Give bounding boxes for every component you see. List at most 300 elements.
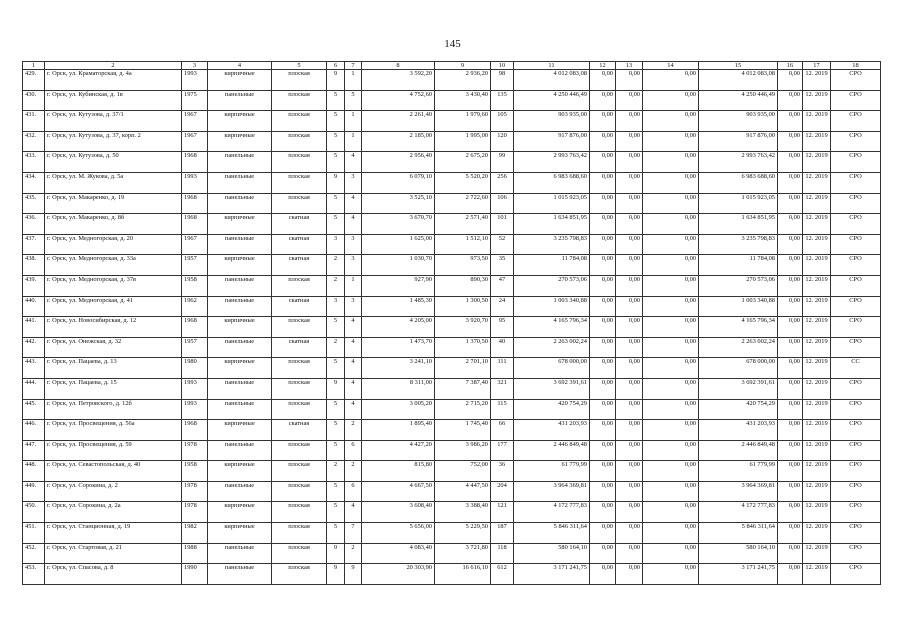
cell-living-area: 4 447,50: [435, 481, 491, 502]
table-row: [23, 481, 881, 502]
cell-roof-type: плоская: [272, 543, 327, 564]
cell-entrances: 4: [345, 193, 362, 214]
cell-address: г. Орск, ул. Петровского, д. 12б: [45, 399, 182, 420]
cell-residents: 115: [491, 399, 514, 420]
cell-roof-type: плоская: [272, 193, 327, 214]
cell-other-funds: 0,00: [778, 420, 803, 441]
cell-row-number: 429.: [23, 70, 45, 91]
cell-row-number: 434.: [23, 172, 45, 193]
cell-entrances: 4: [345, 214, 362, 235]
cell-fund-capital-repair: 0,00: [590, 440, 616, 461]
cell-other-funds: 0,00: [778, 564, 803, 585]
cell-year-built: 1957: [182, 337, 208, 358]
cell-entrances: 1: [345, 111, 362, 132]
cell-floors: 3: [327, 296, 345, 317]
cell-regional-budget: 0,00: [616, 337, 643, 358]
cell-entrances: 2: [345, 420, 362, 441]
cell-planned-date: 12. 2019: [803, 296, 831, 317]
cell-year-built: 1982: [182, 523, 208, 544]
cell-fund-capital-repair: 0,00: [590, 461, 616, 482]
cell-repair-method: СРО: [831, 502, 881, 523]
cell-fund-capital-repair: 0,00: [590, 234, 616, 255]
cell-year-built: 1967: [182, 131, 208, 152]
cell-roof-type: плоская: [272, 317, 327, 338]
cell-local-budget: 0,00: [643, 523, 699, 544]
cell-floors: 9: [327, 70, 345, 91]
cell-local-budget: 0,00: [643, 358, 699, 379]
cell-year-built: 1993: [182, 172, 208, 193]
cell-year-built: 1967: [182, 111, 208, 132]
cell-other-funds: 0,00: [778, 255, 803, 276]
cell-repair-method: СС: [831, 358, 881, 379]
cell-wall-material: панельные: [208, 564, 272, 585]
cell-living-area: 2 571,40: [435, 214, 491, 235]
cell-owners-funds: 1 015 923,05: [699, 193, 778, 214]
cell-local-budget: 0,00: [643, 461, 699, 482]
table-row: [23, 564, 881, 585]
cell-entrances: 4: [345, 502, 362, 523]
cell-roof-type: плоская: [272, 131, 327, 152]
cell-residents: 24: [491, 296, 514, 317]
cell-living-area: 1 370,50: [435, 337, 491, 358]
cell-planned-date: 12. 2019: [803, 214, 831, 235]
cell-total-area: 4 752,60: [362, 90, 435, 111]
cell-other-funds: 0,00: [778, 70, 803, 91]
cell-owners-funds: 11 784,08: [699, 255, 778, 276]
cell-total-area: 2 185,00: [362, 131, 435, 152]
cell-other-funds: 0,00: [778, 543, 803, 564]
cell-owners-funds: 4 250 446,49: [699, 90, 778, 111]
cell-residents: 118: [491, 543, 514, 564]
cell-entrances: 7: [345, 523, 362, 544]
cell-repair-method: СРО: [831, 111, 881, 132]
cell-floors: 3: [327, 234, 345, 255]
cell-total-cost: 5 846 311,64: [514, 523, 590, 544]
cell-address: г. Орск, ул. Онежская, д. 32: [45, 337, 182, 358]
cell-other-funds: 0,00: [778, 523, 803, 544]
cell-address: г. Орск, ул. Пацаева, д. 15: [45, 378, 182, 399]
cell-address: г. Орск, ул. Кутузова, д. 37, корп. 2: [45, 131, 182, 152]
cell-address: г. Орск, ул. Медногорская, д. 20: [45, 234, 182, 255]
cell-living-area: 5 520,20: [435, 172, 491, 193]
cell-fund-capital-repair: 0,00: [590, 152, 616, 173]
cell-address: г. Орск, ул. Сорокина, д. 2: [45, 481, 182, 502]
cell-owners-funds: 3 235 798,83: [699, 234, 778, 255]
cell-owners-funds: 420 754,29: [699, 399, 778, 420]
cell-fund-capital-repair: 0,00: [590, 70, 616, 91]
cell-planned-date: 12. 2019: [803, 543, 831, 564]
cell-regional-budget: 0,00: [616, 172, 643, 193]
cell-address: г. Орск, ул. Медногорская, д. 37в: [45, 275, 182, 296]
cell-regional-budget: 0,00: [616, 481, 643, 502]
cell-row-number: 452.: [23, 543, 45, 564]
cell-total-area: 3 592,20: [362, 70, 435, 91]
cell-living-area: 3 430,40: [435, 90, 491, 111]
cell-row-number: 430.: [23, 90, 45, 111]
cell-year-built: 1993: [182, 70, 208, 91]
cell-planned-date: 12. 2019: [803, 337, 831, 358]
cell-address: г. Орск, ул. Севастопольская, д. 40: [45, 461, 182, 482]
cell-floors: 5: [327, 399, 345, 420]
cell-local-budget: 0,00: [643, 214, 699, 235]
cell-local-budget: 0,00: [643, 564, 699, 585]
cell-local-budget: 0,00: [643, 70, 699, 91]
cell-year-built: 1968: [182, 317, 208, 338]
cell-living-area: 1 300,50: [435, 296, 491, 317]
cell-row-number: 447.: [23, 440, 45, 461]
cell-total-cost: 917 876,00: [514, 131, 590, 152]
cell-regional-budget: 0,00: [616, 543, 643, 564]
table-row: [23, 461, 881, 482]
cell-other-funds: 0,00: [778, 275, 803, 296]
cell-regional-budget: 0,00: [616, 420, 643, 441]
table-row: [23, 543, 881, 564]
cell-row-number: 435.: [23, 193, 45, 214]
cell-floors: 9: [327, 378, 345, 399]
cell-owners-funds: 1 634 851,95: [699, 214, 778, 235]
cell-other-funds: 0,00: [778, 152, 803, 173]
cell-floors: 5: [327, 523, 345, 544]
cell-regional-budget: 0,00: [616, 275, 643, 296]
cell-total-cost: 431 203,93: [514, 420, 590, 441]
cell-roof-type: плоская: [272, 172, 327, 193]
cell-roof-type: плоская: [272, 378, 327, 399]
cell-wall-material: кирпичные: [208, 111, 272, 132]
cell-roof-type: плоская: [272, 502, 327, 523]
cell-repair-method: СРО: [831, 523, 881, 544]
cell-residents: 121: [491, 502, 514, 523]
cell-planned-date: 12. 2019: [803, 399, 831, 420]
column-number-7: 7: [345, 62, 362, 70]
cell-owners-funds: 1 003 340,88: [699, 296, 778, 317]
cell-address: г. Орск, ул. Кубинская, д. 1в: [45, 90, 182, 111]
cell-residents: 35: [491, 255, 514, 276]
cell-local-budget: 0,00: [643, 111, 699, 132]
cell-year-built: 1968: [182, 420, 208, 441]
cell-row-number: 431.: [23, 111, 45, 132]
cell-row-number: 438.: [23, 255, 45, 276]
table-row: [23, 378, 881, 399]
cell-planned-date: 12. 2019: [803, 440, 831, 461]
cell-regional-budget: 0,00: [616, 378, 643, 399]
cell-local-budget: 0,00: [643, 234, 699, 255]
cell-wall-material: панельные: [208, 296, 272, 317]
cell-living-area: 973,50: [435, 255, 491, 276]
cell-fund-capital-repair: 0,00: [590, 193, 616, 214]
cell-living-area: 1 979,60: [435, 111, 491, 132]
cell-other-funds: 0,00: [778, 399, 803, 420]
cell-regional-budget: 0,00: [616, 234, 643, 255]
cell-fund-capital-repair: 0,00: [590, 131, 616, 152]
column-number-5: 5: [272, 62, 327, 70]
cell-local-budget: 0,00: [643, 317, 699, 338]
cell-floors: 5: [327, 90, 345, 111]
cell-address: г. Орск, ул. Макаренко, д. 8б: [45, 214, 182, 235]
cell-floors: 5: [327, 420, 345, 441]
cell-roof-type: плоская: [272, 564, 327, 585]
cell-owners-funds: 580 164,10: [699, 543, 778, 564]
cell-residents: 612: [491, 564, 514, 585]
cell-year-built: 1990: [182, 564, 208, 585]
cell-planned-date: 12. 2019: [803, 502, 831, 523]
table-row: [23, 337, 881, 358]
page-number: 145: [444, 38, 461, 50]
cell-year-built: 1958: [182, 461, 208, 482]
cell-roof-type: плоская: [272, 70, 327, 91]
cell-entrances: 4: [345, 152, 362, 173]
cell-owners-funds: 2 993 763,42: [699, 152, 778, 173]
cell-regional-budget: 0,00: [616, 399, 643, 420]
cell-residents: 101: [491, 214, 514, 235]
cell-wall-material: панельные: [208, 481, 272, 502]
cell-total-cost: 61 779,99: [514, 461, 590, 482]
cell-floors: 5: [327, 152, 345, 173]
cell-floors: 2: [327, 275, 345, 296]
cell-entrances: 1: [345, 70, 362, 91]
cell-repair-method: СРО: [831, 70, 881, 91]
cell-total-area: 2 956,40: [362, 152, 435, 173]
cell-other-funds: 0,00: [778, 193, 803, 214]
cell-fund-capital-repair: 0,00: [590, 255, 616, 276]
cell-total-cost: 4 250 446,49: [514, 90, 590, 111]
cell-local-budget: 0,00: [643, 255, 699, 276]
cell-roof-type: плоская: [272, 152, 327, 173]
cell-repair-method: СРО: [831, 440, 881, 461]
cell-entrances: 2: [345, 543, 362, 564]
cell-wall-material: панельные: [208, 378, 272, 399]
cell-wall-material: кирпичные: [208, 214, 272, 235]
cell-floors: 2: [327, 255, 345, 276]
cell-repair-method: СРО: [831, 481, 881, 502]
cell-total-cost: 580 164,10: [514, 543, 590, 564]
cell-wall-material: панельные: [208, 399, 272, 420]
cell-year-built: 1978: [182, 440, 208, 461]
cell-total-area: 4 667,50: [362, 481, 435, 502]
cell-planned-date: 12. 2019: [803, 255, 831, 276]
cell-total-area: 2 261,40: [362, 111, 435, 132]
cell-floors: 9: [327, 564, 345, 585]
cell-planned-date: 12. 2019: [803, 461, 831, 482]
cell-entrances: 5: [345, 90, 362, 111]
cell-total-cost: 903 935,00: [514, 111, 590, 132]
cell-total-cost: 3 171 241,75: [514, 564, 590, 585]
cell-living-area: 2 715,20: [435, 399, 491, 420]
cell-roof-type: скатная: [272, 255, 327, 276]
cell-planned-date: 12. 2019: [803, 523, 831, 544]
cell-row-number: 441.: [23, 317, 45, 338]
cell-owners-funds: 3 692 391,61: [699, 378, 778, 399]
cell-local-budget: 0,00: [643, 193, 699, 214]
cell-row-number: 453.: [23, 564, 45, 585]
cell-address: г. Орск, ул. Просвещения, д. 56а: [45, 420, 182, 441]
cell-address: г. Орск, ул. Пацаева, д. 13: [45, 358, 182, 379]
cell-owners-funds: 917 876,00: [699, 131, 778, 152]
cell-planned-date: 12. 2019: [803, 378, 831, 399]
cell-year-built: 1968: [182, 152, 208, 173]
cell-year-built: 1978: [182, 481, 208, 502]
cell-living-area: 7 387,40: [435, 378, 491, 399]
cell-roof-type: плоская: [272, 461, 327, 482]
cell-roof-type: плоская: [272, 358, 327, 379]
cell-row-number: 450.: [23, 502, 45, 523]
cell-planned-date: 12. 2019: [803, 193, 831, 214]
cell-repair-method: СРО: [831, 337, 881, 358]
cell-other-funds: 0,00: [778, 440, 803, 461]
cell-total-area: 5 656,00: [362, 523, 435, 544]
cell-living-area: 3 721,80: [435, 543, 491, 564]
cell-entrances: 4: [345, 317, 362, 338]
cell-living-area: 16 616,10: [435, 564, 491, 585]
cell-total-area: 927,90: [362, 275, 435, 296]
cell-total-cost: 3 692 391,61: [514, 378, 590, 399]
cell-fund-capital-repair: 0,00: [590, 337, 616, 358]
cell-entrances: 1: [345, 275, 362, 296]
cell-owners-funds: 4 012 083,08: [699, 70, 778, 91]
cell-roof-type: плоская: [272, 440, 327, 461]
cell-address: г. Орск, ул. М. Жукова, д. 5а: [45, 172, 182, 193]
cell-fund-capital-repair: 0,00: [590, 214, 616, 235]
cell-owners-funds: 4 165 796,34: [699, 317, 778, 338]
cell-row-number: 444.: [23, 378, 45, 399]
cell-address: г. Орск, ул. Станционная, д. 19: [45, 523, 182, 544]
cell-address: г. Орск, ул. Спасова, д. 8: [45, 564, 182, 585]
cell-repair-method: СРО: [831, 564, 881, 585]
cell-total-area: 1 030,70: [362, 255, 435, 276]
cell-total-area: 3 608,40: [362, 502, 435, 523]
cell-roof-type: плоская: [272, 399, 327, 420]
cell-planned-date: 12. 2019: [803, 420, 831, 441]
column-number-9: 9: [435, 62, 491, 70]
cell-year-built: 1978: [182, 502, 208, 523]
cell-roof-type: плоская: [272, 111, 327, 132]
cell-roof-type: скатная: [272, 420, 327, 441]
cell-row-number: 442.: [23, 337, 45, 358]
cell-total-cost: 4 165 796,34: [514, 317, 590, 338]
cell-local-budget: 0,00: [643, 543, 699, 564]
cell-total-area: 4 427,20: [362, 440, 435, 461]
cell-row-number: 451.: [23, 523, 45, 544]
cell-regional-budget: 0,00: [616, 90, 643, 111]
cell-address: г. Орск, ул. Кутузова, д. 37/1: [45, 111, 182, 132]
cell-local-budget: 0,00: [643, 90, 699, 111]
column-number-6: 6: [327, 62, 345, 70]
cell-repair-method: СРО: [831, 131, 881, 152]
cell-fund-capital-repair: 0,00: [590, 358, 616, 379]
cell-residents: 47: [491, 275, 514, 296]
cell-fund-capital-repair: 0,00: [590, 90, 616, 111]
cell-wall-material: панельные: [208, 543, 272, 564]
column-number-2: 2: [45, 62, 182, 70]
cell-year-built: 1993: [182, 399, 208, 420]
cell-row-number: 449.: [23, 481, 45, 502]
cell-living-area: 3 920,70: [435, 317, 491, 338]
cell-total-area: 1 473,70: [362, 337, 435, 358]
cell-planned-date: 12. 2019: [803, 70, 831, 91]
cell-owners-funds: 6 983 688,60: [699, 172, 778, 193]
cell-residents: 187: [491, 523, 514, 544]
cell-local-budget: 0,00: [643, 131, 699, 152]
cell-wall-material: кирпичные: [208, 420, 272, 441]
cell-floors: 9: [327, 172, 345, 193]
cell-owners-funds: 5 846 311,64: [699, 523, 778, 544]
cell-fund-capital-repair: 0,00: [590, 543, 616, 564]
cell-address: г. Орск, ул. Макаренко, д. 19: [45, 193, 182, 214]
cell-owners-funds: 61 779,99: [699, 461, 778, 482]
cell-address: г. Орск, ул. Медногорская, д. 41: [45, 296, 182, 317]
cell-total-cost: 2 263 002,24: [514, 337, 590, 358]
cell-repair-method: СРО: [831, 296, 881, 317]
cell-owners-funds: 2 263 002,24: [699, 337, 778, 358]
table-row: [23, 255, 881, 276]
cell-regional-budget: 0,00: [616, 70, 643, 91]
table-row: [23, 296, 881, 317]
column-number-4: 4: [208, 62, 272, 70]
column-number-17: 17: [803, 62, 831, 70]
cell-entrances: 6: [345, 481, 362, 502]
cell-repair-method: СРО: [831, 461, 881, 482]
cell-regional-budget: 0,00: [616, 296, 643, 317]
cell-repair-method: СРО: [831, 420, 881, 441]
cell-other-funds: 0,00: [778, 296, 803, 317]
cell-row-number: 443.: [23, 358, 45, 379]
cell-living-area: 890,30: [435, 275, 491, 296]
cell-regional-budget: 0,00: [616, 317, 643, 338]
cell-address: г. Орск, ул. Медногорская, д. 33а: [45, 255, 182, 276]
cell-local-budget: 0,00: [643, 420, 699, 441]
cell-planned-date: 12. 2019: [803, 358, 831, 379]
cell-repair-method: СРО: [831, 90, 881, 111]
cell-living-area: 3 986,20: [435, 440, 491, 461]
cell-residents: 256: [491, 172, 514, 193]
table-row: [23, 214, 881, 235]
cell-planned-date: 12. 2019: [803, 90, 831, 111]
cell-floors: 5: [327, 193, 345, 214]
cell-roof-type: скатная: [272, 234, 327, 255]
cell-local-budget: 0,00: [643, 440, 699, 461]
cell-planned-date: 12. 2019: [803, 172, 831, 193]
cell-residents: 177: [491, 440, 514, 461]
cell-total-area: 815,80: [362, 461, 435, 482]
cell-year-built: 1975: [182, 90, 208, 111]
cell-roof-type: скатная: [272, 214, 327, 235]
column-number-10: 10: [491, 62, 514, 70]
cell-row-number: 439.: [23, 275, 45, 296]
cell-owners-funds: 903 935,00: [699, 111, 778, 132]
cell-fund-capital-repair: 0,00: [590, 502, 616, 523]
cell-year-built: 1958: [182, 275, 208, 296]
column-number-1: 1: [23, 62, 45, 70]
cell-planned-date: 12. 2019: [803, 131, 831, 152]
cell-total-area: 3 005,20: [362, 399, 435, 420]
cell-total-cost: 2 993 763,42: [514, 152, 590, 173]
cell-wall-material: кирпичные: [208, 461, 272, 482]
table-row: [23, 111, 881, 132]
cell-residents: 95: [491, 317, 514, 338]
table-row: [23, 152, 881, 173]
column-number-14: 14: [643, 62, 699, 70]
cell-total-area: 1 485,30: [362, 296, 435, 317]
cell-regional-budget: 0,00: [616, 255, 643, 276]
table-row: [23, 131, 881, 152]
cell-fund-capital-repair: 0,00: [590, 564, 616, 585]
cell-entrances: 9: [345, 564, 362, 585]
column-number-8: 8: [362, 62, 435, 70]
cell-total-area: 8 311,00: [362, 378, 435, 399]
table-row: [23, 172, 881, 193]
cell-residents: 106: [491, 193, 514, 214]
cell-repair-method: СРО: [831, 152, 881, 173]
cell-entrances: 4: [345, 337, 362, 358]
